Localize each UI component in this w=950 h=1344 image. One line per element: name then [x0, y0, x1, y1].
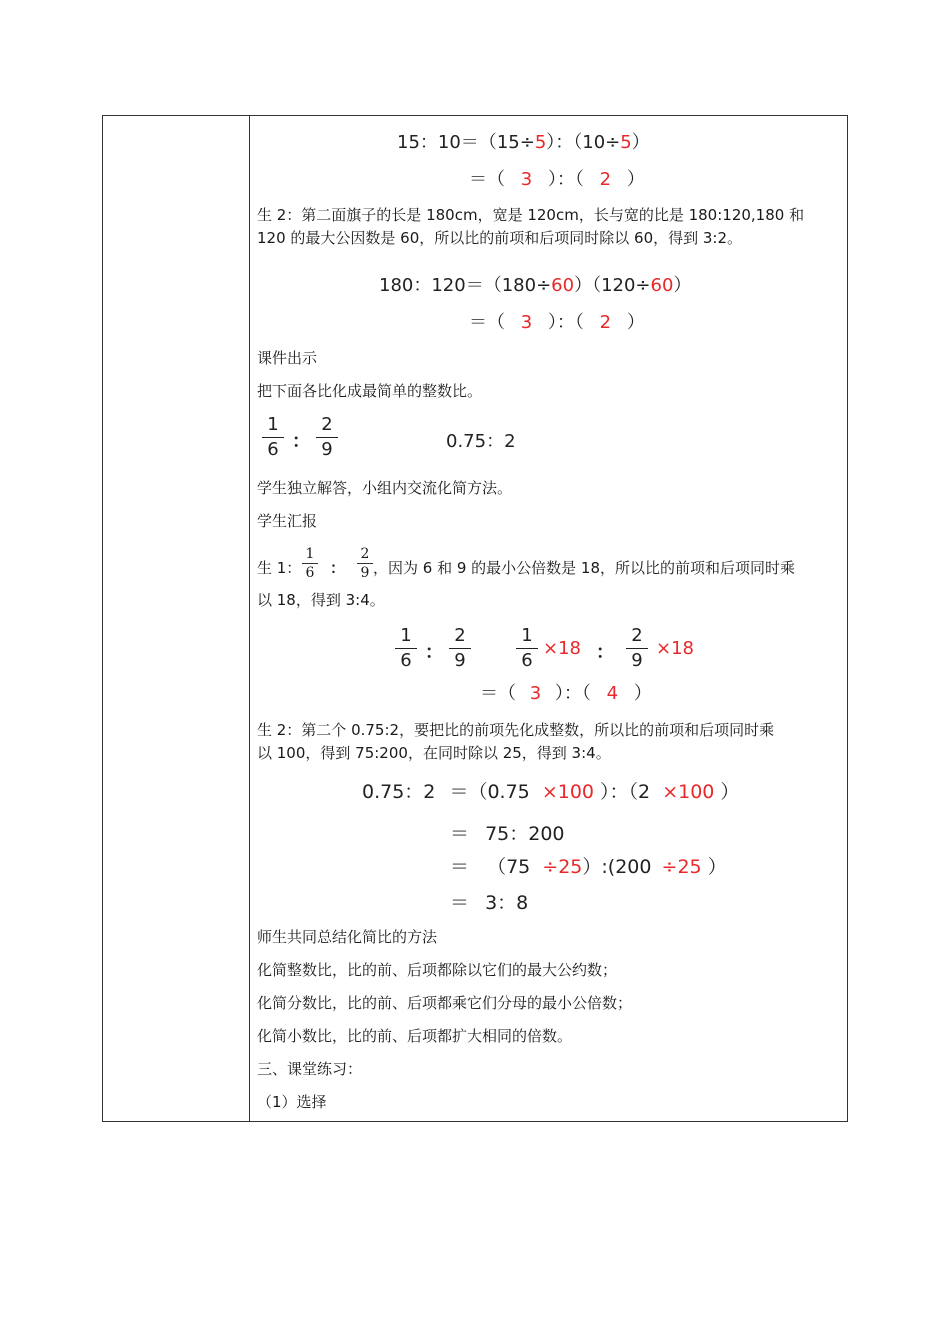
fraction-denominator: 6: [267, 439, 279, 460]
equation-decimal-line4: [450, 888, 528, 915]
paragraph-rule-decimal: 化简小数比，比的前、后项都扩大相同的倍数。: [257, 1027, 573, 1045]
ratio-colon: ：: [596, 642, 614, 663]
eq-red-value: 4: [606, 683, 619, 704]
eq-text: 10÷: [582, 132, 621, 153]
eq-text: ＝（0.75: [449, 781, 530, 803]
equation-decimal-line1: [362, 777, 739, 804]
eq-red-value: 60: [650, 275, 674, 296]
fraction-bar: [316, 437, 338, 438]
eq-text: ＝（: [469, 312, 505, 333]
eq-text: 75：200: [485, 823, 565, 845]
paragraph-sheng2-line2: 120 的最大公因数是 60，所以比的前项和后项同时除以 60，得到 3:2。: [257, 229, 743, 247]
eq-text: ＝: [450, 823, 470, 845]
fraction-bar: [449, 648, 471, 649]
eq-text: ＝（: [469, 169, 505, 190]
eq-text: ）（: [574, 275, 602, 296]
fraction-denominator: 6: [305, 565, 315, 581]
sheng1-prefix: 生 1：: [257, 559, 302, 577]
fraction-bar: [516, 648, 538, 649]
sheng1-line2: 以 18，得到 3:4。: [257, 591, 385, 609]
divisor-red: ÷25: [661, 856, 702, 878]
multiplier-red: ×18: [543, 638, 581, 659]
paragraph-kejian: 课件出示: [257, 349, 318, 367]
eq-text: 3：8: [485, 892, 529, 914]
fraction-denominator: 9: [360, 565, 370, 581]
fraction-2-9: [316, 414, 338, 461]
fraction-denominator: 9: [454, 650, 466, 671]
eq-text: 180：120＝（: [379, 275, 502, 296]
eq-text: ）: [673, 275, 692, 296]
fraction-bar: [626, 648, 648, 649]
fraction-bar: [357, 563, 373, 564]
multiplier-red: ×18: [656, 638, 694, 659]
eq-text: ）：（: [546, 132, 583, 153]
paragraph-section3: 三、课堂练习：: [257, 1060, 363, 1078]
multiplier-red: ×100: [541, 781, 594, 803]
paragraph-choice: （1）选择: [257, 1093, 327, 1111]
fraction-denominator: 9: [631, 650, 643, 671]
eq-text: ）：（: [547, 312, 584, 333]
eq-red-value: 5: [620, 132, 632, 153]
equation-decimal-line3: [450, 852, 727, 879]
eq-text: 15÷: [496, 132, 535, 153]
eq-text: 120÷: [601, 275, 651, 296]
eq-red-value: 3: [520, 169, 533, 190]
equation-180-120-result: [469, 308, 645, 334]
paragraph-rule-fraction: 化简分数比，比的前、后项都乘它们分母的最小公倍数；: [257, 994, 633, 1012]
eq-text: ＝: [450, 856, 470, 878]
eq-text: ）: [720, 781, 740, 803]
eq-text: ＝: [450, 892, 470, 914]
equation-15-10: [397, 128, 650, 154]
fraction-numerator: 2: [321, 414, 333, 435]
paragraph-summary-title: 师生共同总结化简比的方法: [257, 928, 438, 946]
equation-fraction-result: [480, 679, 652, 705]
eq-text: （75: [487, 856, 531, 878]
fraction-numerator: 2: [454, 625, 466, 646]
fraction-1-6: [262, 414, 284, 461]
fraction-numerator: 1: [267, 414, 279, 435]
fraction-2-9-times: [626, 625, 648, 672]
fraction-bar: [262, 437, 284, 438]
multiplier-red: ×100: [662, 781, 715, 803]
fraction-bar: [395, 648, 417, 649]
fraction-1-6: [395, 625, 417, 672]
equation-decimal-line2: [450, 819, 565, 846]
fraction-bar: [302, 563, 318, 564]
fraction-numerator: 1: [400, 625, 412, 646]
table-left-column: [103, 116, 250, 1121]
eq-text: 15：10＝（: [397, 132, 497, 153]
small-fraction-2-9: [357, 546, 373, 581]
fraction-numerator: 2: [360, 546, 370, 562]
paragraph-sheng2-line1: 生 2：第二面旗子的长是 180cm，宽是 120cm，长与宽的比是 180:120,180 和: [257, 206, 805, 224]
eq-text: ）: [626, 169, 645, 190]
fraction-numerator: 1: [521, 625, 533, 646]
eq-text: 180÷: [501, 275, 552, 296]
paragraph-report: 学生汇报: [257, 512, 318, 530]
eq-text: 0.75：2: [362, 781, 436, 803]
equation-15-10-result: [469, 165, 645, 191]
eq-red-value: 2: [599, 312, 612, 333]
eq-text: ＝（: [480, 683, 516, 704]
paragraph-rule-integer: 化简整数比，比的前、后项都除以它们的最大公约数；: [257, 961, 618, 979]
sheng1-line1-rest: ，因为 6 和 9 的最小公倍数是 18，所以比的前项和后项同时乘: [373, 559, 796, 577]
eq-red-value: 2: [599, 169, 612, 190]
eq-text: ）: [707, 856, 727, 878]
small-fraction-1-6: [302, 546, 318, 581]
fraction-denominator: 6: [521, 650, 533, 671]
eq-red-value: 3: [529, 683, 542, 704]
fraction-denominator: 6: [400, 650, 412, 671]
eq-text: ）：（: [547, 169, 584, 190]
eq-red-value: 3: [520, 312, 533, 333]
eq-text: ）：（2: [600, 781, 651, 803]
fraction-1-6-times: [516, 625, 538, 672]
ratio-colon: ：: [292, 431, 310, 452]
fraction-denominator: 9: [321, 439, 333, 460]
equation-180-120: [379, 271, 691, 297]
paragraph-task: 把下面各比化成最简单的整数比。: [257, 382, 483, 400]
ratio-colon: ：: [425, 642, 443, 663]
fraction-numerator: 2: [631, 625, 643, 646]
paragraph-sheng2b-line2: 以 100，得到 75:200，在同时除以 25，得到 3:4。: [257, 744, 611, 762]
decimal-ratio: 0.75：2: [446, 431, 516, 452]
eq-text: ）: [633, 683, 652, 704]
eq-red-value: 5: [534, 132, 547, 153]
ratio-colon: ：: [330, 559, 346, 577]
fraction-2-9: [449, 625, 471, 672]
divisor-red: ÷25: [542, 856, 583, 878]
eq-text: ）: [631, 132, 650, 153]
eq-text: ）:(200: [582, 856, 652, 878]
eq-text: ）：（: [554, 683, 591, 704]
eq-text: ）: [626, 312, 645, 333]
fraction-numerator: 1: [305, 546, 315, 562]
paragraph-independent: 学生独立解答，小组内交流化简方法。: [257, 479, 513, 497]
paragraph-sheng2b-line1: 生 2：第二个 0.75:2，要把比的前项先化成整数，所以比的前项和后项同时乘: [257, 721, 775, 739]
eq-red-value: 60: [551, 275, 575, 296]
